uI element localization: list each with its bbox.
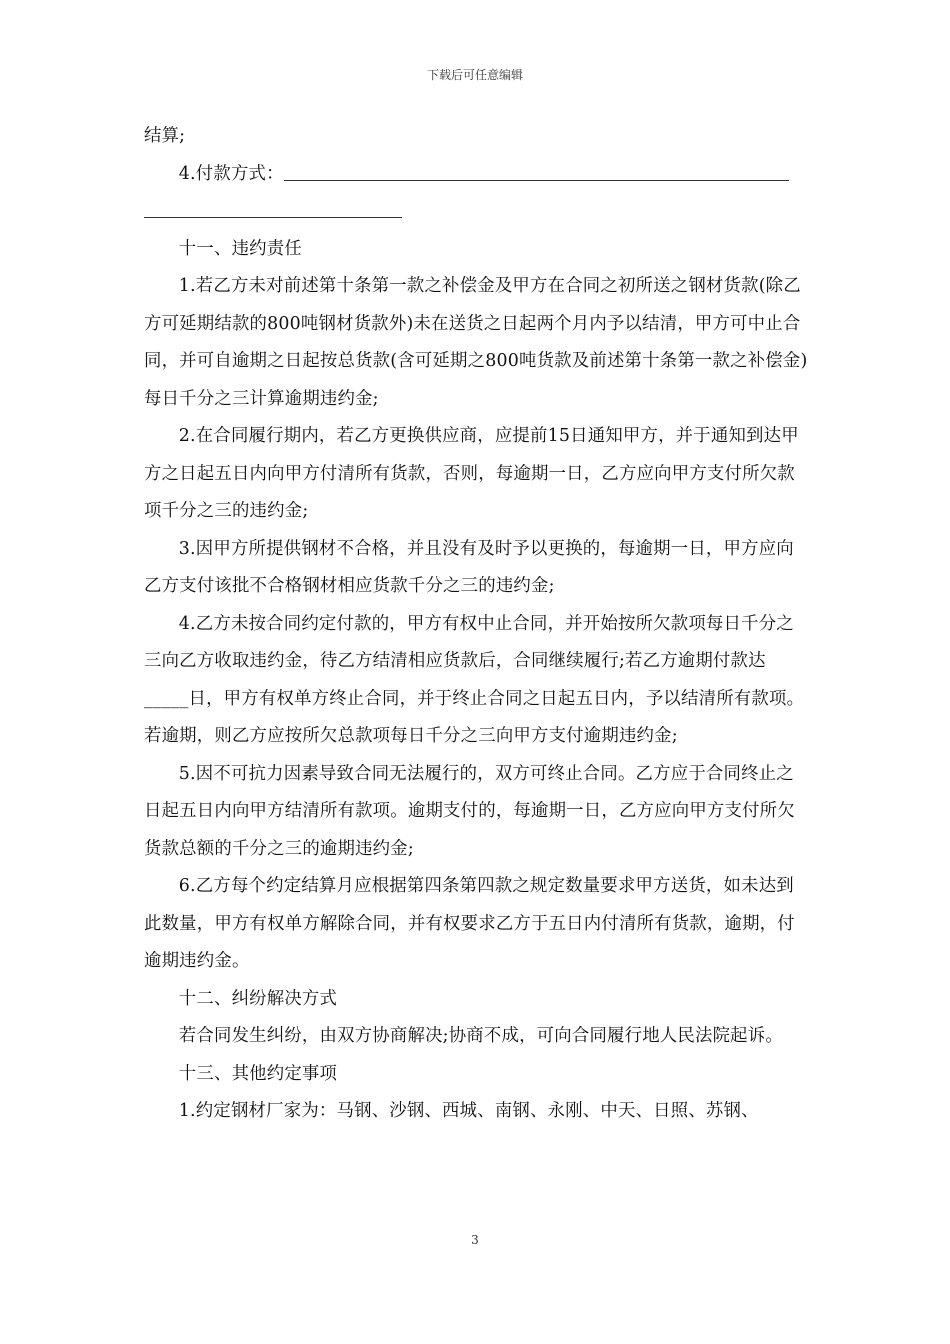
page-header: 下载后可任意编辑: [426, 68, 523, 82]
section-heading-11: 十一、违约责任: [178, 238, 302, 259]
clause-11-1: 1.若乙方未对前述第十条第一款之补偿金及甲方在合同之初所送之钢材货款(除乙方可延期结款的800吨钢材货款外)未在送货之日起两个月内予以结清，甲方可中止合同，并可自逾期之日起按总货款(含可延期之800吨货款及前述第十条第一款之补偿金)每日千分之三计算逾期违约金;: [144, 276, 808, 409]
clause-11-2: 2.在合同履行期内，若乙方更换供应商，应提前15日通知甲方，并于通知到达甲方之日起五日内向甲方付清所有货款，否则，每逾期一日，乙方应向甲方支付所欠款项千分之三的违约金;: [144, 426, 799, 521]
clause-11-4-blank: _____: [144, 688, 189, 709]
clause-11-4-part2: 日，甲方有权单方终止合同，并于终止合同之日起五日内，予以结清所有款项。若逾期，则乙方应按所欠总款项每日千分之三向甲方支付逾期违约金;: [144, 688, 805, 746]
clause-11-4-part1: 4.乙方未按合同约定付款的，甲方有权中止合同，并开始按所欠款项每日千分之三向乙方收取违约金，待乙方结清相应货款后，合同继续履行;若乙方逾期付款达: [144, 613, 794, 671]
clause-13-1: 1.约定钢材厂家为：马钢、沙钢、西城、南钢、永刚、中天、日照、苏钢、: [178, 1101, 759, 1121]
clause-11-6: 6.乙方每个约定结算月应根据第四条第四款之规定数量要求甲方送货，如未达到此数量，甲方有权单方解除合同，并有权要求乙方于五日内付清所有货款，逾期，付逾期违约金。: [144, 876, 795, 971]
section-heading-12: 十二、纠纷解决方式: [178, 988, 338, 1009]
section-heading-13: 十三、其他约定事项: [178, 1063, 338, 1084]
clause-11-3: 3.因甲方所提供钢材不合格，并且没有及时予以更换的，每逾期一日，甲方应向乙方支付该批不合格钢材相应货款千分之三的违约金;: [144, 538, 794, 596]
payment-method-line: [144, 156, 808, 194]
page-number: 3: [471, 1233, 479, 1247]
payment-method-label: 4.付款方式：: [178, 163, 284, 184]
payment-method-blank-2: [144, 195, 402, 218]
clause-12-text: 若合同发生纠纷，由双方协商解决;协商不成，可向合同履行地人民法院起诉。: [178, 1026, 783, 1046]
line-settlement: 结算;: [144, 126, 186, 146]
document-body: [144, 118, 808, 1131]
payment-method-continuation: [144, 193, 808, 231]
payment-method-blank: [284, 158, 789, 181]
clause-11-4: [144, 606, 808, 756]
clause-11-5: 5.因不可抗力因素导致合同无法履行的，双方可终止合同。乙方应于合同终止之日起五日内向甲方结清所有款项。逾期支付的，每逾期一日，乙方应向甲方支付所欠货款总额的千分之三的逾期违约金;: [144, 763, 795, 859]
